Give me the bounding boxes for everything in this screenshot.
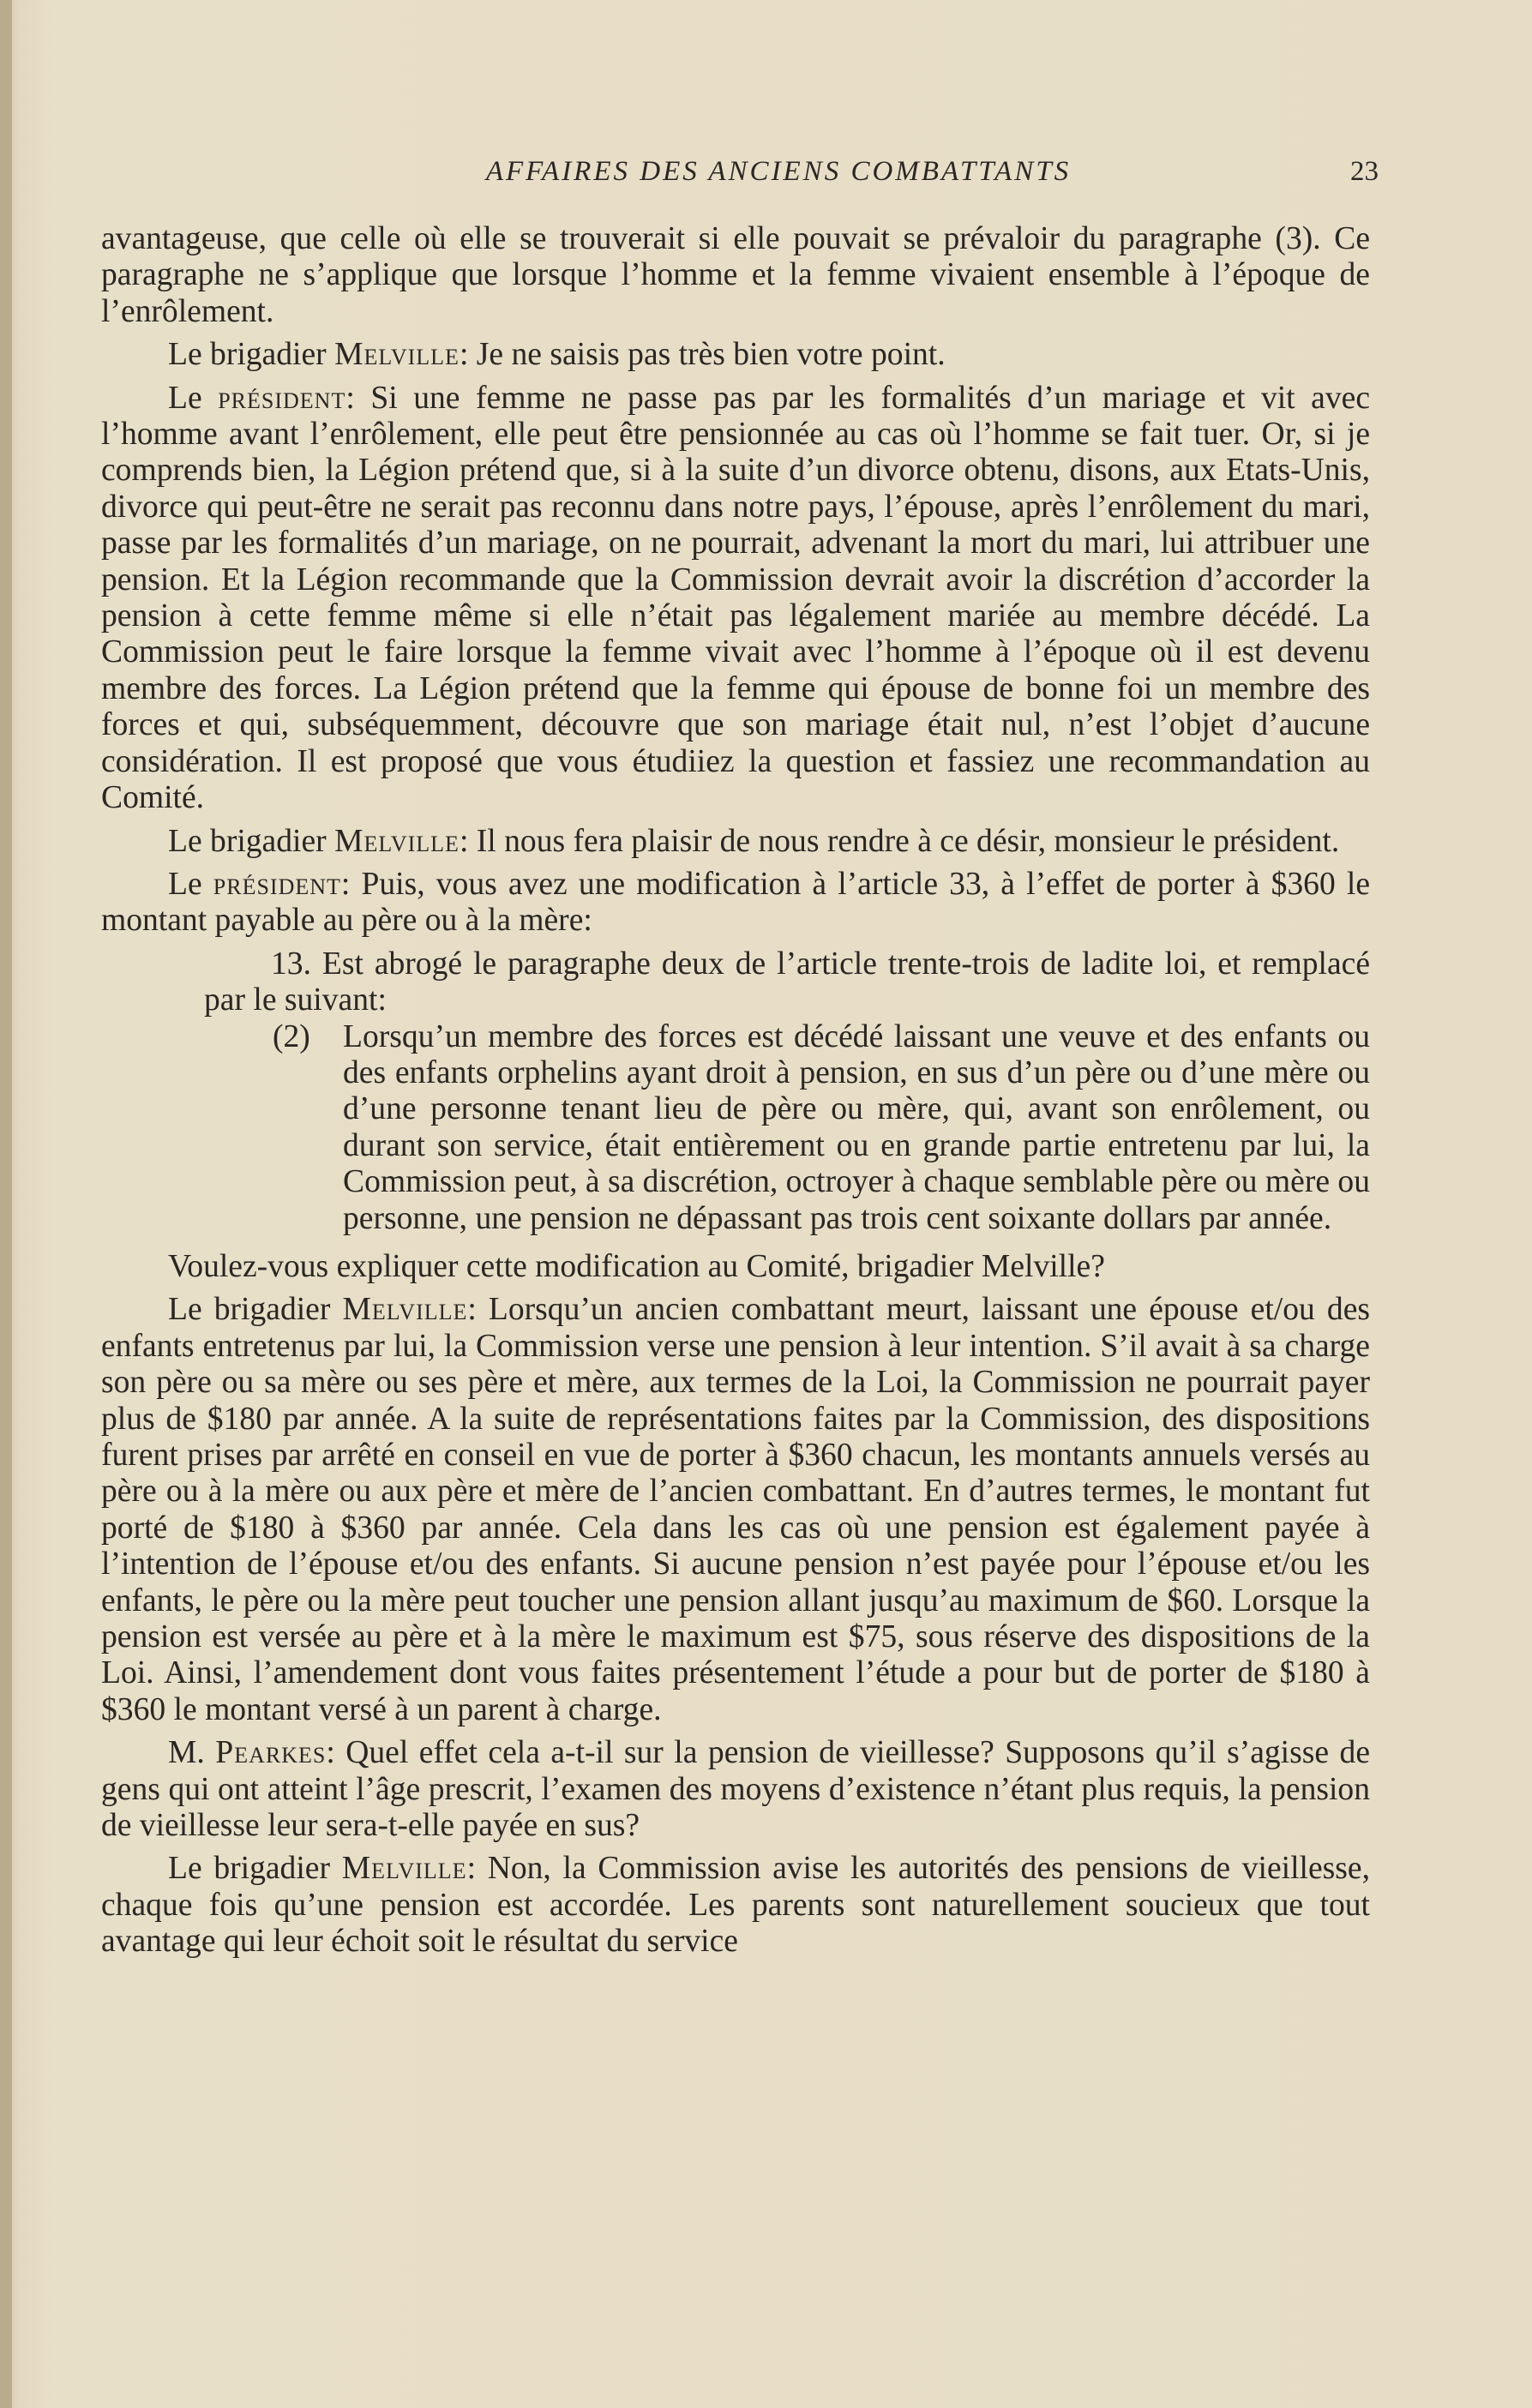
speaker-name: président [218, 380, 346, 416]
running-title: AFFAIRES DES ANCIENS COMBATTANTS [485, 156, 1072, 187]
page-number: 23 [1350, 156, 1379, 187]
quoted-amendment [101, 946, 1370, 1237]
paragraph-text: : Quel effet cela a-t-il sur la pension de vieillesse? Supposons qu’il s’agisse de gens qui ont atteint l’âge prescrit, l’examen des moyens d’existence n’étant plus requis, la pension de vieillesse leur sera-t-elle payée en sus? [101, 1735, 1370, 1844]
speaker-prefix: M. [168, 1735, 216, 1771]
paragraph-text: : Si une femme ne passe pas par les formalités d’un mariage et vit avec l’homme avant l’enrôlement, elle peut être pensionnée au cas où l’homme se fait tuer. Or, si je comprends bien, la Légion prétend que, si à la suite d’un divorce obtenu, disons, aux Etats-Unis, divorce qui peut-être ne serait pas reconnu dans notre pays, l’épouse, après l’enrôlement du mari, passe par les formalités d’un mariage, on ne pourrait, advenant la mort du mari, lui attribuer une pension. Et la Légion recommande que la Commission devrait avoir la discrétion d’accorder la pension à cette femme même si elle n’était pas légalement mariée au membre décédé. La Commission peut le faire lorsque la femme vivait avec l’homme à l’époque où il est devenu membre des forces. La Légion prétend que la femme qui épouse de bonne foi un membre des forces et qui, subséquemment, découvre que son mariage était nul, n’est l’objet d’aucune considération. Il est proposé que vous étudiiez la question et fassiez une recommandation au Comité. [101, 380, 1371, 816]
speaker-prefix: Le brigadier [168, 1851, 342, 1887]
paragraph-text: avantageuse, que celle où elle se trouverait si elle pouvait se prévaloir du paragraphe (3). Ce paragraphe ne s’applique que lorsque l’homme et la femme vivaient ensemble à l’époque de l’enrôlement. [101, 221, 1370, 329]
speaker-name: Melville [342, 1292, 468, 1328]
speaker-name: président [213, 866, 341, 902]
speaker-name: Pearkes [215, 1735, 327, 1771]
speaker-name: Melville [334, 823, 460, 859]
paragraph-president-2 [101, 867, 1370, 940]
page-header [101, 156, 1379, 199]
paragraph-text: : Lorsqu’un ancien combattant meurt, laissant une épouse et/ou des enfants entretenus par lui, la Commission verse une pension à leur intention. S’il avait à sa charge son père ou sa mère ou ses père et mère, aux termes de la Loi, la Commission ne pourrait payer plus de $180 par année. A la suite de représentations faites par la Commission, des dispositions furent prises par arrêté en conseil en vue de porter à $360 chacun, les montants annuels versés au père ou à la mère ou aux père et mère de l’ancien combattant. En d’autres termes, le montant fut porté de $180 à $360 par année. Cela dans les cas où une pension est également payée à l’intention de l’épouse et/ou des enfants. Si aucune pension n’est payée pour l’épouse et/ou les enfants, le père ou la mère peut toucher une pension allant jusqu’au maximum de $60. Lorsque la pension est versée au père et à la mère le maximum est $75, sous réserve des dispositions de la Loi. Ainsi, l’amendement dont vous faites présentement l’étude a pour but de porter de $180 à $360 le montant versé à un parent à charge. [101, 1292, 1370, 1727]
book-spine-edge [0, 0, 12, 2408]
paragraph-text: : Il nous fera plaisir de nous rendre à ce désir, monsieur le président. [459, 823, 1340, 859]
paragraph-text: : Je ne saisis pas très bien votre point. [459, 337, 946, 373]
paragraph-melville-4 [101, 1851, 1370, 1960]
clause-text: Lorsqu’un membre des forces est décédé laissant une veuve et des enfants ou des enfants orphelins ayant droit à pension, en sus d’un père ou d’une mère ou d’une personne tenant lieu de père ou mère, qui, avant son enrôlement, ou durant son service, était entièrement ou en grande partie entretenu par lui, la Commission peut, à sa discrétion, octroyer à chaque semblable père ou mère ou personne, une pension ne dépassant pas trois cent soixante dollars par année. [343, 1018, 1370, 1236]
speaker-prefix: Le brigadier [168, 1292, 343, 1328]
speaker-name: Melville [334, 337, 460, 373]
page-body [101, 221, 1370, 1967]
paragraph-question: Voulez-vous expliquer cette modification au Comité, brigadier Melville? [168, 1248, 1105, 1284]
clause-2 [101, 1019, 1370, 1237]
paragraph-pearkes [101, 1735, 1370, 1844]
paragraph-text: : Puis, vous avez une modification à l’article 33, à l’effet de porter à $360 le montant payable au père ou à la mère: [101, 866, 1370, 939]
paragraph-melville-2 [101, 824, 1370, 860]
speaker-prefix: Le [168, 380, 219, 416]
paragraph-text: : Non, la Commission avise les autorités des pensions de vieillesse, chaque fois qu’une pension est accordée. Les parents sont naturellement soucieux que tout avantage qui leur échoit soit le résultat du service [101, 1851, 1370, 1960]
paragraph-melville-1 [101, 337, 1370, 373]
speaker-prefix: Le brigadier [168, 823, 335, 859]
paragraph-continuation [101, 221, 1370, 330]
paragraph-melville-3 [101, 1292, 1370, 1728]
speaker-prefix: Le [168, 866, 213, 902]
speaker-prefix: Le brigadier [168, 337, 335, 373]
speaker-name: Melville [341, 1851, 467, 1887]
paragraph-president-1 [101, 381, 1370, 817]
clause-number: (2) [273, 1018, 310, 1054]
clause-13: 13. Est abrogé le paragraphe deux de l’article trente-trois de ladite loi, et remplacé par le suivant: [204, 946, 1370, 1018]
